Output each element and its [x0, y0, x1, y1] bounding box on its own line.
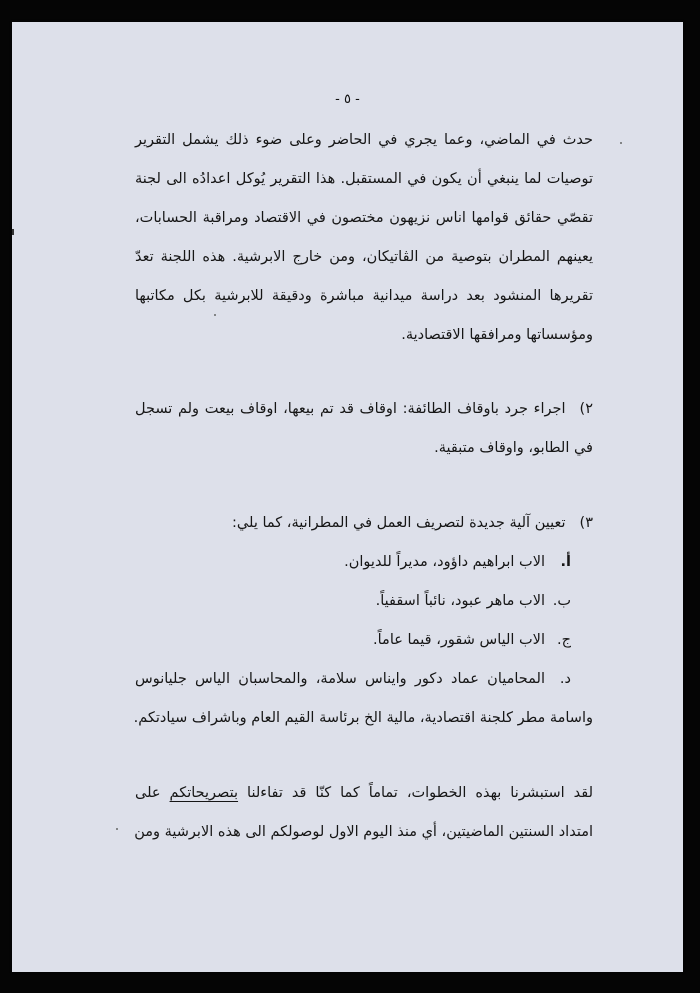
list-item-2: [135, 401, 593, 417]
sub-item-text: الاب الياس شقور، قيما عاماً.: [373, 632, 545, 648]
sub-item-d-continuation: واسامة مطر كلجنة اقتصادية، مالية الخ برئاسة القيم العام وباشراف سيادتكم.: [133, 710, 593, 726]
paragraph-final-line-1: [135, 785, 593, 801]
sub-item-marker: ج.: [557, 632, 571, 648]
sub-item-text: الاب ابراهيم داؤود، مديراً للديوان.: [344, 554, 545, 570]
paragraph-1-line-6: ومؤسساتها ومرافقها الاقتصادية.: [401, 327, 593, 343]
sub-item-marker: د.: [559, 671, 571, 687]
sub-item-marker: أ.: [560, 554, 571, 570]
list-item-2-line-2: في الطابو، واوقاف متبقية.: [434, 440, 593, 456]
scan-speck: [116, 828, 118, 830]
scan-speck: [214, 314, 216, 316]
scan-speck: [620, 142, 622, 144]
sub-item-text: الاب ماهر عبود، نائباً اسقفياً.: [375, 593, 545, 609]
sub-item-marker: ب.: [552, 593, 571, 609]
sub-item-a: [344, 554, 571, 570]
document-page: [12, 22, 683, 972]
sub-item-c: [373, 632, 571, 648]
list-item-3-intro: تعيين آلية جديدة لتصريف العمل في المطرانية، كما يلي:: [232, 515, 566, 531]
list-number-2: ٢): [579, 401, 593, 417]
list-item-3: [232, 515, 593, 531]
paragraph-1-line-3: تقصّي حقائق قوامها اناس نزيهون مختصون في الاقتصاد ومراقبة الحسابات،: [135, 210, 593, 226]
sub-item-text: المحاميان عماد دكور وايناس سلامة، والمحاسبان الياس جليانوس: [135, 671, 545, 687]
underlined-word: بتصريحاتكم: [169, 785, 239, 801]
paragraph-1-line-4: يعينهم المطران بتوصية من الڤاتيكان، ومن خارج الابرشية. هذه اللجنة تعدّ: [135, 249, 593, 265]
paragraph-1-line-5: تقريرها المنشود بعد دراسة ميدانية مباشرة ودقيقة للابرشية بكل مكاتبها: [135, 288, 593, 304]
paragraph-final-line-2: امتداد السنتين الماضيتين، أي منذ اليوم الاول لوصولكم الى هذه الابرشية ومن: [134, 824, 593, 840]
paragraph-final-text-before: لقد استبشرنا بهذه الخطوات، تماماً كما كنّا قد تفاءلنا: [238, 785, 593, 801]
edge-mark: [12, 229, 14, 235]
list-number-3: ٣): [579, 515, 593, 531]
sub-item-d: [135, 671, 571, 687]
paragraph-final-text-after: على: [135, 785, 170, 801]
sub-item-b: [376, 593, 571, 609]
paragraph-1-line-2: توصيات لما ينبغي أن يكون في المستقبل. هذا التقرير يُوكل اعدادُه الى لجنة: [135, 171, 593, 187]
list-item-2-line-1: اجراء جرد باوقاف الطائفة: اوقاف قد تم بيعها، اوقاف بيعت ولم تسجل: [135, 401, 566, 417]
page-number: - ٥ -: [335, 92, 360, 107]
paragraph-1-line-1: حدث في الماضي، وعما يجري في الحاضر وعلى ضوء ذلك يشمل التقرير: [135, 132, 593, 148]
